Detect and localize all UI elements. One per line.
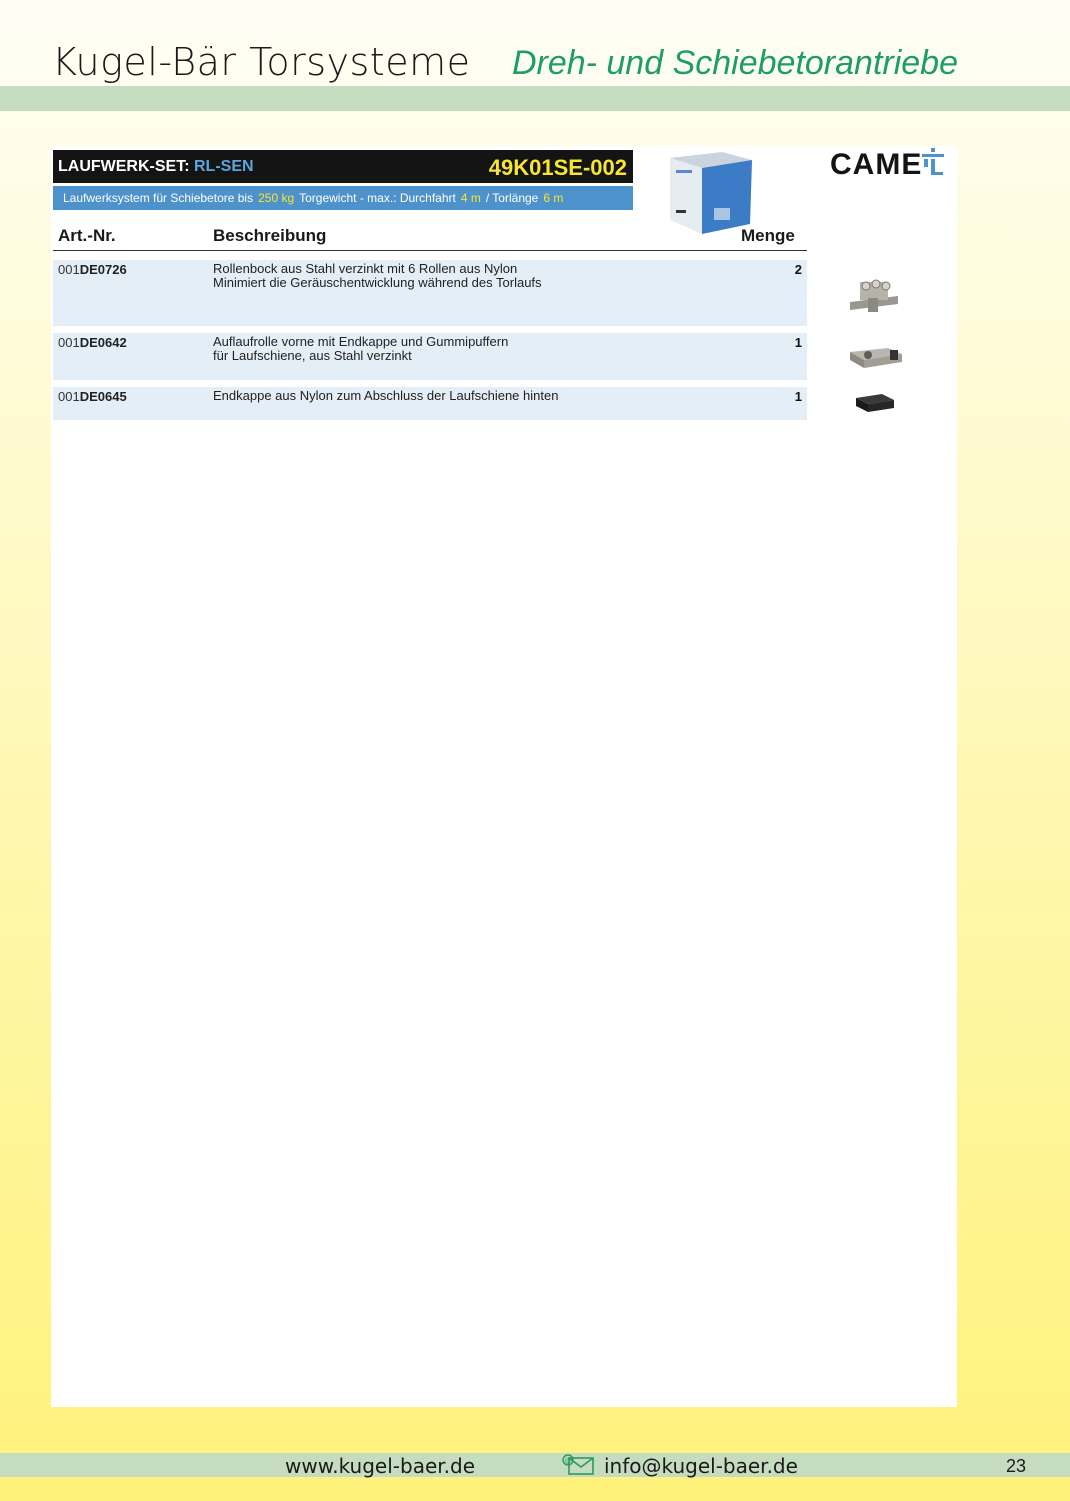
header-divider xyxy=(53,250,807,251)
product-box-image xyxy=(662,150,754,236)
article-quantity: 1 xyxy=(794,389,802,404)
brand-title: Kugel-Bär Torsysteme xyxy=(52,40,471,84)
article-number: 001DE0726 xyxy=(58,262,127,277)
mail-icon xyxy=(561,1453,595,1477)
set-name: RL-SEN xyxy=(194,158,254,175)
article-description: Endkappe aus Nylon zum Abschluss der Laufschiene hinten xyxy=(213,388,559,403)
svg-text:@: @ xyxy=(564,1457,572,1465)
came-logo-text: CAME xyxy=(830,148,923,181)
end-cap-icon xyxy=(852,392,896,414)
roller-carriage-icon xyxy=(846,276,902,316)
page-number: 23 xyxy=(1006,1456,1027,1476)
header-art-nr: Art.-Nr. xyxy=(58,226,116,245)
table-row xyxy=(53,333,807,380)
email-link[interactable]: info@kugel-baer.de xyxy=(604,1454,798,1478)
product-subtitle xyxy=(53,186,633,210)
table-row xyxy=(53,387,807,420)
header-description: Beschreibung xyxy=(213,226,327,245)
article-quantity: 2 xyxy=(794,262,802,277)
table-row xyxy=(53,260,807,326)
product-code: 49K01SE-002 xyxy=(488,155,627,180)
footer-band xyxy=(0,1453,1070,1477)
article-number: 001DE0645 xyxy=(58,389,127,404)
subtitle-text: Laufwerksystem für Schiebetore bis250 kgTorgewicht - max.: Durchfahrt4 m/ Torlänge6 m xyxy=(63,191,564,205)
website-link[interactable]: www.kugel-baer.de xyxy=(285,1454,476,1478)
category-title: Dreh- und Schiebetorantriebe xyxy=(511,44,958,82)
article-quantity: 1 xyxy=(794,335,802,350)
front-roller-icon xyxy=(848,344,904,370)
came-logo-mark xyxy=(920,148,946,178)
came-logo xyxy=(830,148,950,184)
article-description: Auflaufrolle vorne mit Endkappe und Gummipuffern für Laufschiene, aus Stahl verzinkt xyxy=(213,334,509,363)
set-label xyxy=(58,158,254,176)
article-number: 001DE0642 xyxy=(58,335,127,350)
header-band xyxy=(0,86,1070,111)
article-description: Rollenbock aus Stahl verzinkt mit 6 Rollen aus Nylon Minimiert die Geräuschentwicklung während des Torlaufs xyxy=(213,261,542,290)
product-title-bar xyxy=(53,150,633,183)
set-label-text: LAUFWERK-SET: xyxy=(58,158,190,175)
header-quantity: Menge xyxy=(741,226,795,245)
